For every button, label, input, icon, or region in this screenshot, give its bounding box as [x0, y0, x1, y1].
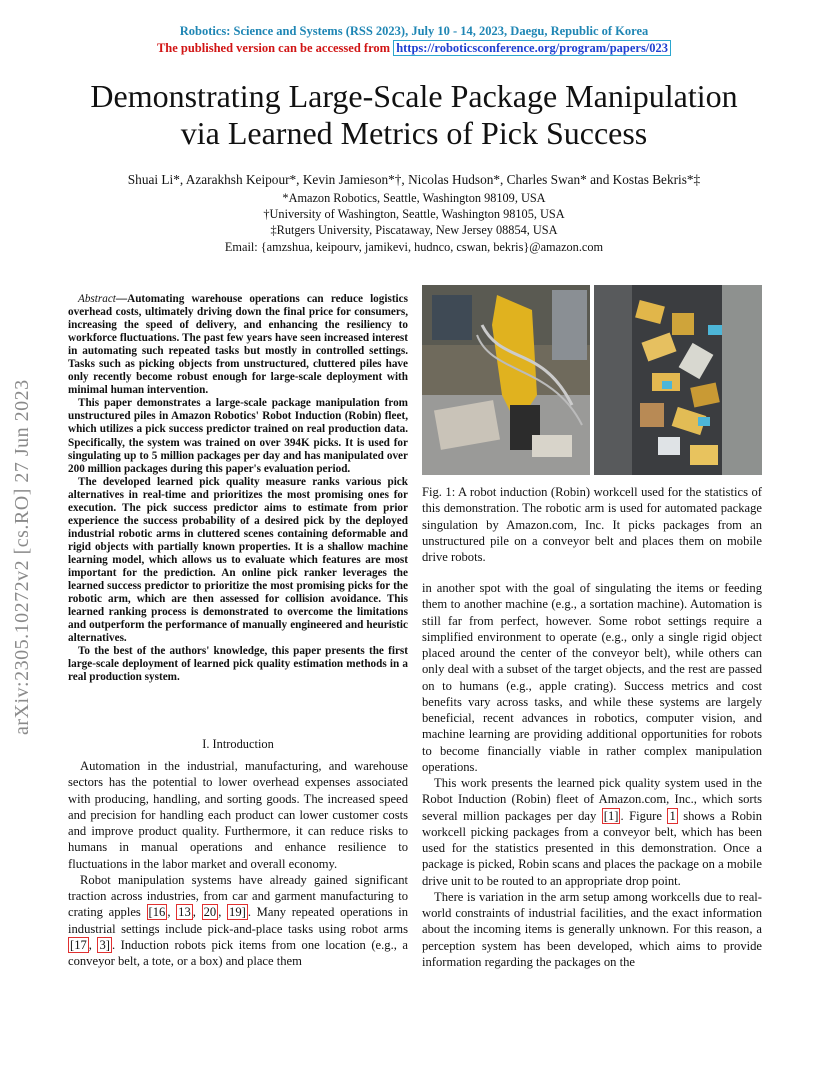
figure-1-image: [422, 285, 762, 475]
introduction-right-column: [422, 580, 762, 970]
abstract-p1: [68, 293, 408, 397]
published-link[interactable]: https://roboticsconference.org/program/papers/023: [393, 40, 671, 56]
figure-1-ref[interactable]: 1: [669, 808, 676, 823]
abstract-p3: The developed learned pick quality measure ranks various pick alternatives in real-time and prioritizes the most promising ones for execution. The pick success predictor aims to estimate from prior experience the success probability of a desired pick by the deployed industrial robotic arms in cluttered scenes containing deformable and rigid objects with partially known properties. It is a shallow machine learning model, which allows us to evaluate which features are most important for the prediction. An online pick ranker leverages the learned success predictor to prioritize the most promising picks for the robotic arm, which are then assessed for collision avoidance. This learned ranking process is demonstrated to overcome the limitations and outperform the performance of manually engineered and heuristic alternatives.: [68, 475, 408, 645]
citation-3[interactable]: 3]: [99, 937, 110, 952]
right-p2-c: shows a Robin workcell picking packages from a conveyor belt, which has been used for the statistics presented in this demonstration. Once a package is picked, Robin scans and places the package on a mobile drive unit to be routed to an appropriate drop point.: [422, 808, 762, 888]
citation-20[interactable]: 20: [203, 905, 217, 920]
figure-1-caption: Fig. 1: A robot induction (Robin) workcell used for the statistics of this demonstration. The robotic arm is used for automated package singulation by Amazon.com, Inc. It picks packages from an unstructured pile on a conveyor belt and places them on mobile drive robots.: [422, 485, 762, 564]
citation-16[interactable]: [16: [148, 905, 166, 920]
introduction-left-column: [68, 758, 408, 969]
author-emails: Email: {amzshua, keipourv, jamikevi, hudnco, cswan, bekris}@amazon.com: [224, 240, 604, 254]
title-line-2: via Learned Metrics of Pick Success: [180, 115, 648, 151]
intro-p2: Robot manipulation systems have already gained significant traction across industries, from car and garment manufacturing to crating apples [16 , 13 , 20 , 19] . Many repeated operations in industrial settings include pick-and-place tasks using robot arms [17 , 3] . Induction robots pick items from one location (e.g., a conveyor belt, a tote, or a box) and place them: [68, 872, 409, 968]
right-p1: in another spot with the goal of singulating the items or feeding them to another machine (e.g., a sortation machine). Automation is still far from perfect, however. Some robot settings require a simplified environment to operate (e.g., only a single rigid object placed around the center of the conveyor belt), while others can only deal with a subset of the target objects, and the rest are passed on to humans (e.g., apple crating). Success metrics and cost benefits vary across tasks, and while these systems are largely beneficial, recent advances in robotics, computer vision, and machine learning are providing additional opportunities for robots to become financially viable in rather complex manipulation operations.: [422, 581, 762, 774]
intro-p2-a: Robot manipulation systems have already gained significant traction across industries, from car and garment manufacturing to crating apples: [68, 872, 408, 920]
venue-header: Robotics: Science and Systems (RSS 2023), July 10 - 14, 2023, Daegu, Republic of Korea: [179, 24, 649, 38]
citation-19[interactable]: 19]: [229, 905, 246, 920]
section-heading-introduction: I. Introduction: [202, 737, 274, 751]
affiliation-uw: †University of Washington, Seattle, Washington 98105, USA: [263, 207, 565, 221]
citation-13[interactable]: 13: [178, 905, 191, 920]
right-p2: [422, 775, 762, 889]
paper-title: [40, 78, 788, 152]
affiliation-amazon: *Amazon Robotics, Seattle, Washington 98109, USA: [282, 191, 546, 205]
arxiv-stamp[interactable]: arXiv:2305.10272v2 [cs.RO] 27 Jun 2023: [11, 379, 33, 735]
intro-p2-c: . Induction robots pick items from one location (e.g., a conveyor belt, a tote, or a box) and place them: [68, 937, 408, 968]
abstract: [68, 293, 408, 684]
intro-p2-b: . Many repeated operations in industrial settings include pick-and-place tasks using robot arms: [68, 905, 409, 936]
citation-1[interactable]: [1]: [603, 808, 619, 823]
abstract-label: Abstract: [78, 293, 116, 305]
published-prefix: The published version can be accessed from: [156, 41, 394, 55]
abstract-p2: This paper demonstrates a large-scale package manipulation from unstructured piles in Amazon Robotics' Robot Induction (Robin) fleet, which utilizes a pick success predictor trained on real production data. Specifically, the system was trained on over 394K picks. It is used for singulating up to 5 million packages per day and has manipulated over 200 million packages during this paper's evaluation period.: [68, 397, 408, 475]
citation-17[interactable]: [17: [70, 937, 87, 952]
intro-p1: Automation in the industrial, manufacturing, and warehouse sectors has the potential to lower overhead expenses associated with producing, handling, and sorting goods. The increased speed and precision for handling each product can lower customer costs and improve product quality. Furthermore, it can reduce risks to humans in manual operations and enhance resilience to fluctuations in the labor market and overall economy.: [68, 759, 408, 871]
abstract-p1-text: —Automating warehouse operations can reduce logistics overhead costs, ultimately driving down the final price for consumers, increasing the speed of delivery, and enhancing the resiliency to workforce fluctuations. The past few years have seen increased interest in automating such repeated tasks but mostly in controlled settings. Tasks such as picking objects from unstructured, cluttered piles have only recently become robust enough for large-scale deployment with minimal human intervention.: [68, 293, 408, 397]
published-notice: [0, 41, 828, 56]
right-p2-b: . Figure: [620, 808, 668, 823]
title-line-1: Demonstrating Large-Scale Package Manipulation: [90, 78, 738, 114]
author-list: Shuai Li*, Azarakhsh Keipour*, Kevin Jamieson*†, Nicolas Hudson*, Charles Swan* and Kostas Bekris*‡: [127, 172, 701, 187]
abstract-p4: To the best of the authors' knowledge, this paper presents the first large-scale deployment of learned pick quality estimation methods in a real production system.: [68, 645, 408, 684]
affiliation-rutgers: ‡Rutgers University, Piscataway, New Jersey 08854, USA: [270, 223, 558, 237]
right-p3: There is variation in the arm setup among workcells due to real-world constraints of industrial facilities, and the exact information about the incoming items is generally unknown. For this reason, a perception system has been developed, which aims to provide information regarding the packages on the: [422, 889, 762, 969]
right-p2-a: This work presents the learned pick quality system used in the Robot Induction (Robin) fleet of Amazon.com, Inc., which sorts several million packages per day: [422, 776, 762, 823]
